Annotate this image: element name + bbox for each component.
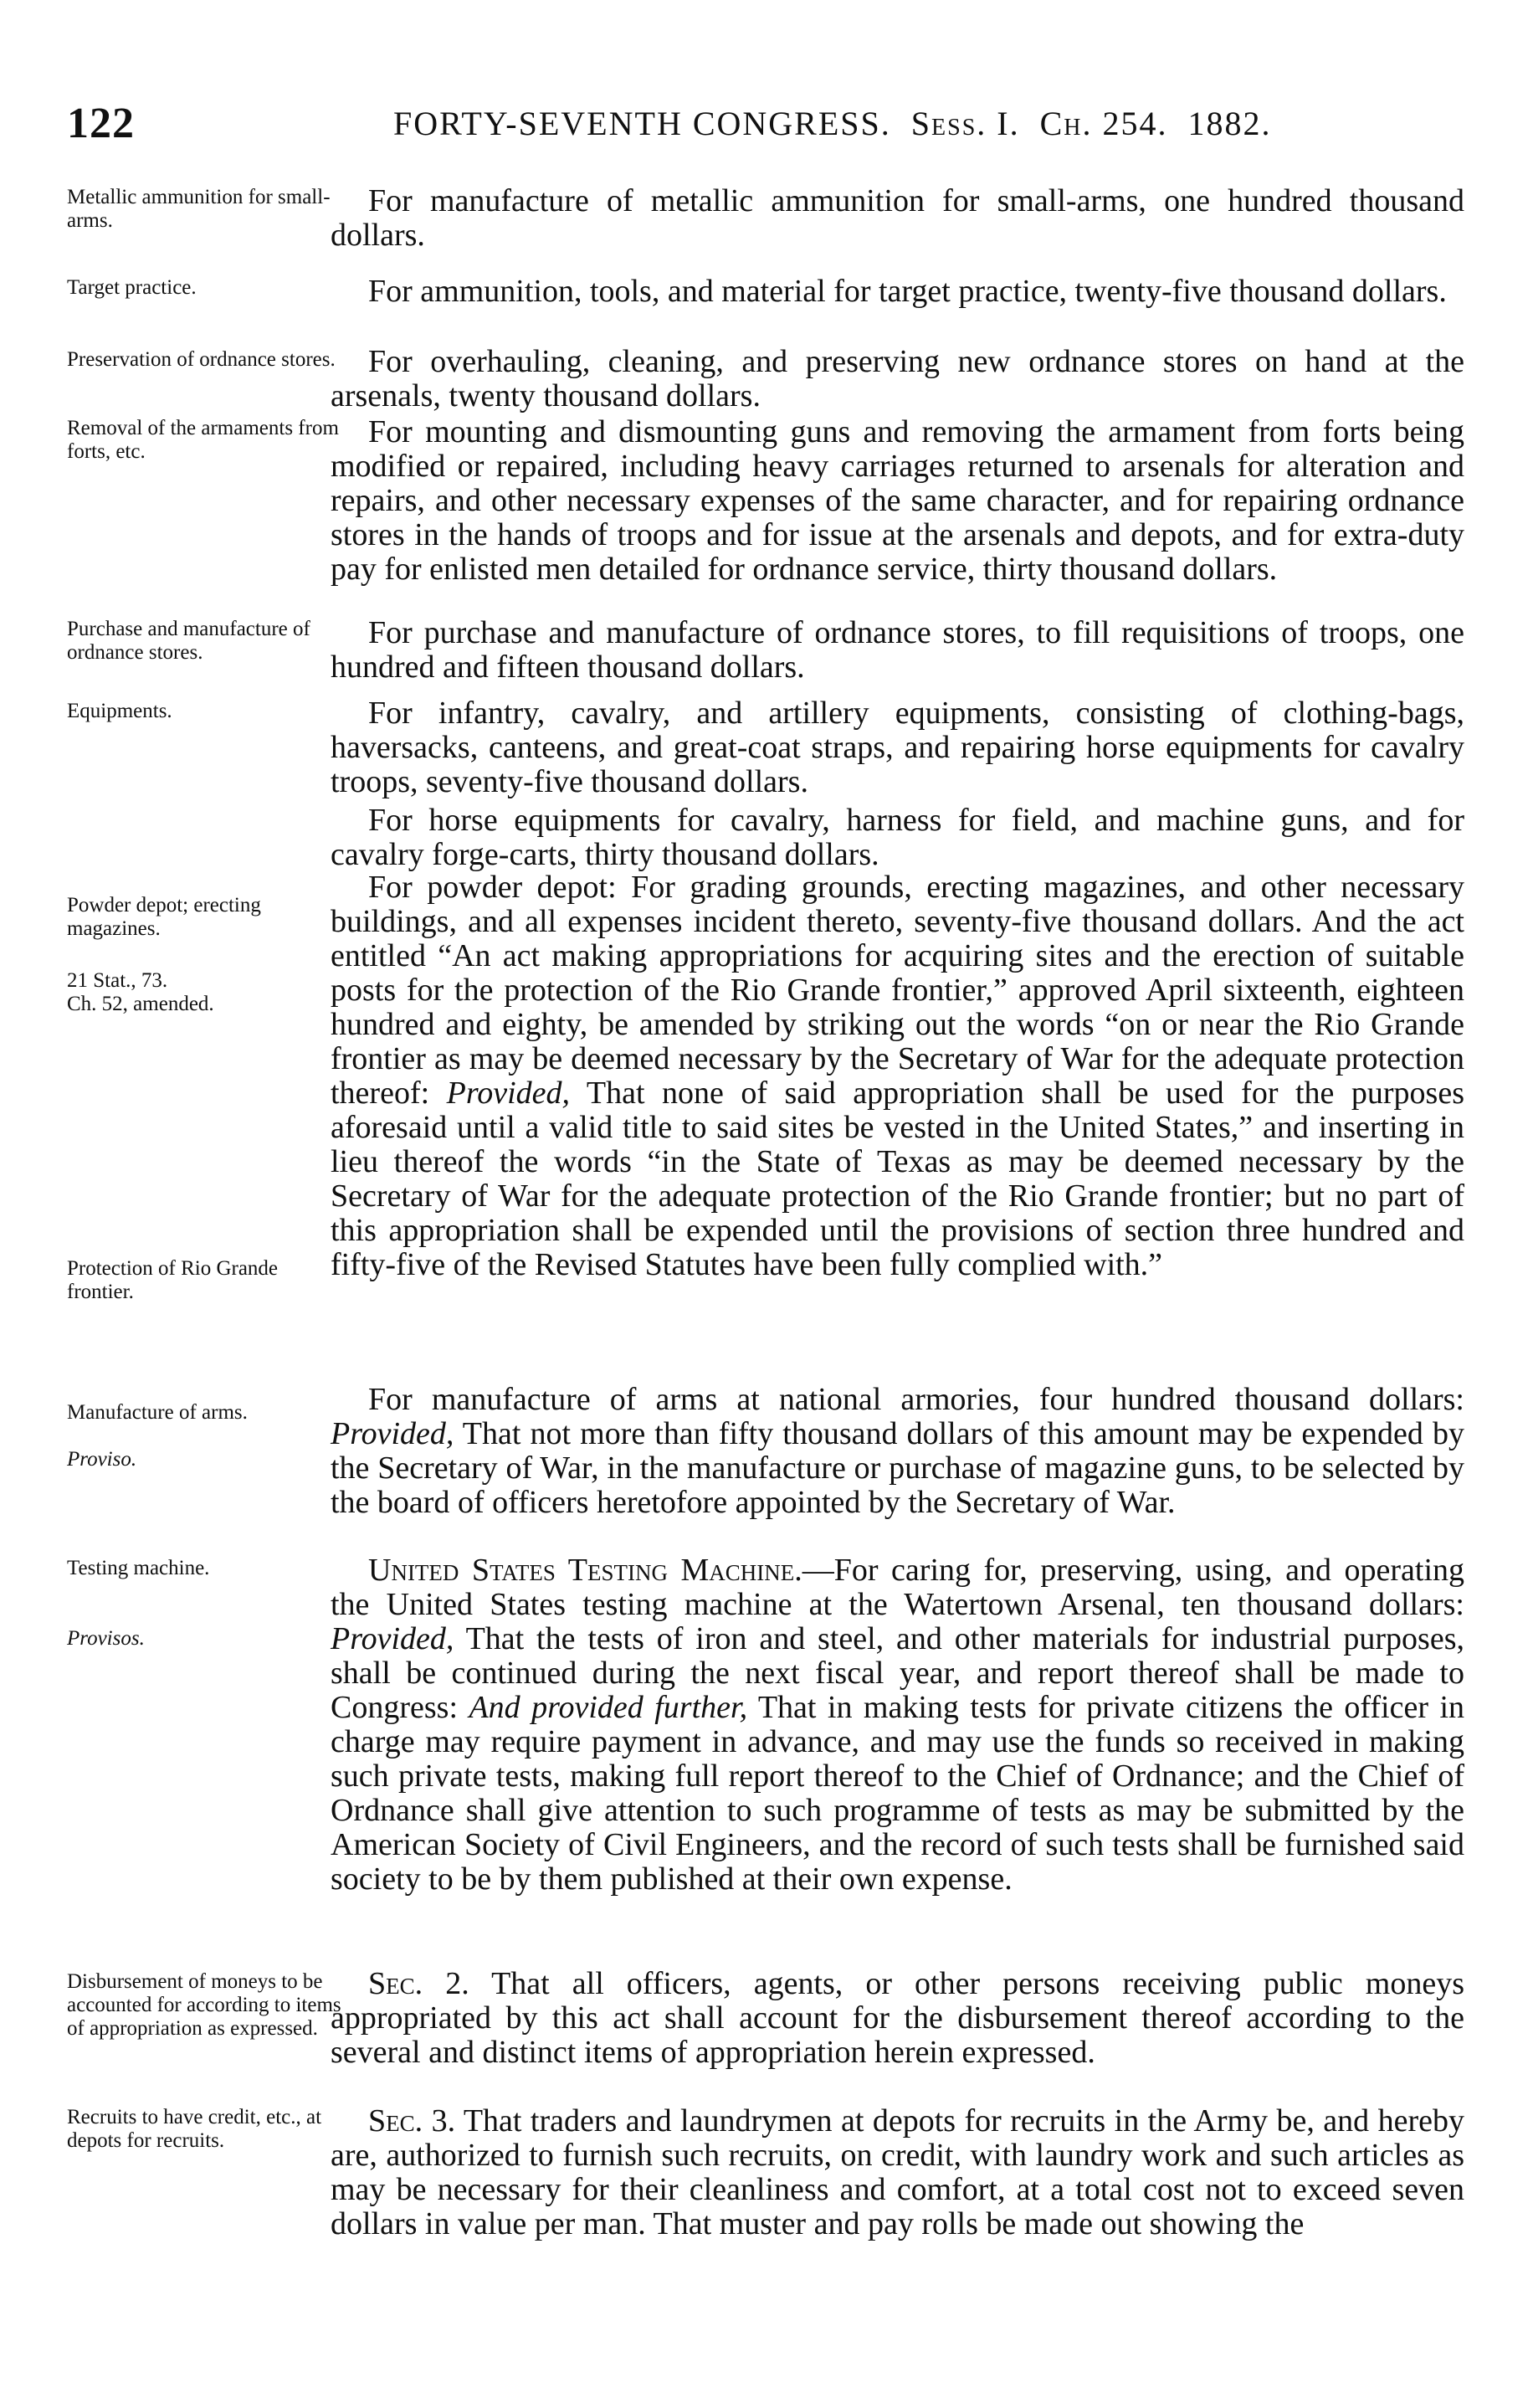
testing-machine-provided: Provided, [331, 1621, 454, 1656]
margin-note-chapter-amended: Ch. 52, amended. [67, 993, 214, 1015]
paragraph-preservation: For overhauling, cleaning, and preserving new ordnance stores on hand at the arsenals, twenty thousand dollars. [331, 344, 1464, 413]
testing-machine-provided-further: And provided further, [469, 1690, 748, 1725]
margin-note-provisos: Provisos. [67, 1627, 145, 1650]
paragraph-purchase-ordnance: For purchase and manufacture of ordnance stores, to fill requisitions of troops, one hundred and fifteen thousand dollars. [331, 615, 1464, 685]
arms-text-b: That not more than fifty thousand dollars of this amount may be expended by the Secretary of War, in the manufacture or purchase of magazine guns, to be selected by the board of officers heretofore appointed by the Secretary of War. [331, 1416, 1464, 1520]
paragraph-metallic-ammunition: For manufacture of metallic ammunition for small-arms, one hundred thousand dollars. [331, 183, 1464, 253]
powder-depot-provided: Provided, [446, 1076, 571, 1111]
page-header [67, 99, 1448, 157]
running-head [393, 104, 1272, 143]
margin-note-manufacture-of-arms: Manufacture of arms. [67, 1401, 248, 1424]
margin-note-metallic-ammunition: Metallic ammunition for small-arms. [67, 186, 331, 232]
running-head-session: Sess. I. [910, 105, 1020, 142]
testing-machine-text-a: —For caring for, preserving, using, and operating the United States testing machine at the Watertown Arsenal, ten thousand dollars: [331, 1553, 1464, 1622]
margin-note-powder-depot: Powder depot; erecting magazines. [67, 894, 261, 940]
page-number: 122 [67, 100, 135, 147]
margin-note-disbursement: Disbursement of moneys to be accounted for according to items of appropriation as expressed. [67, 1970, 341, 2040]
paragraph-section-2 [331, 1967, 1464, 2070]
margin-note-equipments: Equipments. [67, 700, 172, 722]
paragraph-powder-depot [331, 870, 1464, 1282]
section-2-text: That all officers, agents, or other persons receiving public moneys appropriated by this act shall account for the disbursement thereof according to the several and distinct items of appropriation herein expressed. [331, 1966, 1464, 2070]
margin-note-rio-grande: Protection of Rio Grande frontier. [67, 1257, 279, 1303]
margin-note-proviso: Proviso. [67, 1448, 137, 1471]
margin-note-purchase-ordnance: Purchase and manufacture of ordnance stores. [67, 618, 310, 664]
section-3-text: That traders and laundrymen at depots for recruits in the Army be, and hereby are, authorized to furnish such recruits, on credit, with laundry work and such articles as may be necessary for their cleanliness and comfort, at a total cost not to exceed seven dollars in value per man. That muster and pay rolls be made out showing the [331, 2103, 1464, 2241]
testing-machine-text-b: That the tests of iron and steel, and other materials for industrial purposes, shall be continued during the next fiscal year, and report thereof shall be made to Congress: [331, 1621, 1464, 1725]
arms-provided: Provided, [331, 1416, 454, 1451]
running-head-chapter: Ch. 254. [1039, 105, 1168, 142]
margin-note-statute-citation: 21 Stat., 73. [67, 969, 168, 992]
running-head-congress: FORTY-SEVENTH CONGRESS. [393, 105, 891, 142]
margin-note-testing-machine: Testing machine. [67, 1557, 210, 1579]
testing-machine-heading: United States Testing Machine. [368, 1553, 802, 1588]
powder-depot-text-a: For powder depot: For grading grounds, erecting magazines, and other necessary buildings, and all expenses incident thereto, seventy-five thousand dollars. And the act entitled “An act making appropriations for acquiring sites and the erection of suitable posts for the protection of the Rio Grande frontier,” approved April sixteenth, eighteen hundred and eighty, be amended by striking out the words “on or near the Rio Grande frontier as may be deemed necessary by the Secretary of War for the adequate protection thereof: [331, 870, 1464, 1111]
margin-note-recruits-credit: Recruits to have credit, etc., at depots for recruits. [67, 2106, 322, 2152]
section-2-label: Sec. 2. [368, 1966, 469, 2001]
margin-note-target-practice: Target practice. [67, 276, 197, 299]
paragraph-section-3 [331, 2104, 1464, 2241]
paragraph-removal-of-armaments: For mounting and dismounting guns and removing the armament from forts being modified or repaired, including heavy carriages returned to arsenals for alteration and repairs, and other necessary expenses of the same character, and for repairing ordnance stores in the hands of troops and for issue at the arsenals and depots, and for extra-duty pay for enlisted men detailed for ordnance service, thirty thousand dollars. [331, 414, 1464, 587]
paragraph-horse-equipments: For horse equipments for cavalry, harness for field, and machine guns, and for cavalry forge-carts, thirty thousand dollars. [331, 803, 1464, 872]
margin-note-preservation: Preservation of ordnance stores. [67, 348, 336, 371]
running-head-year: 1882. [1187, 105, 1272, 142]
paragraph-manufacture-of-arms [331, 1383, 1464, 1520]
paragraph-testing-machine [331, 1553, 1464, 1897]
section-3-label: Sec. 3. [368, 2103, 456, 2138]
testing-machine-text-c: That in making tests for private citizens the officer in charge may require payment in advance, and may use the funds so received in making such private tests, making full report thereof to the Chief of Ordnance; and the Chief of Ordnance shall give attention to such programme of tests as may be submitted by the American Society of Civil Engineers, and the record of such tests shall be furnished said society to be by them published at their own expense. [331, 1690, 1464, 1897]
arms-text-a: For manufacture of arms at national armories, four hundred thousand dollars: [368, 1382, 1464, 1417]
paragraph-target-practice: For ammunition, tools, and material for target practice, twenty-five thousand dollars. [368, 274, 1447, 309]
margin-note-removal-of-armaments: Removal of the armaments from forts, etc. [67, 417, 339, 463]
powder-depot-text-b: That none of said appropriation shall be used for the purposes aforesaid until a valid title to said sites be vested in the United States,” and inserting in lieu thereof the words “in the State of Texas as may be deemed necessary by the Secretary of War for the adequate protection of the Rio Grande frontier; but no part of this appropriation shall be expended until the provisions of section three hundred and fifty-five of the Revised Statutes have been fully complied with.” [331, 1076, 1464, 1282]
paragraph-equipments: For infantry, cavalry, and artillery equipments, consisting of clothing-bags, haversacks, canteens, and great-coat straps, and repairing horse equipments for cavalry troops, seventy-five thousand dollars. [331, 696, 1464, 799]
